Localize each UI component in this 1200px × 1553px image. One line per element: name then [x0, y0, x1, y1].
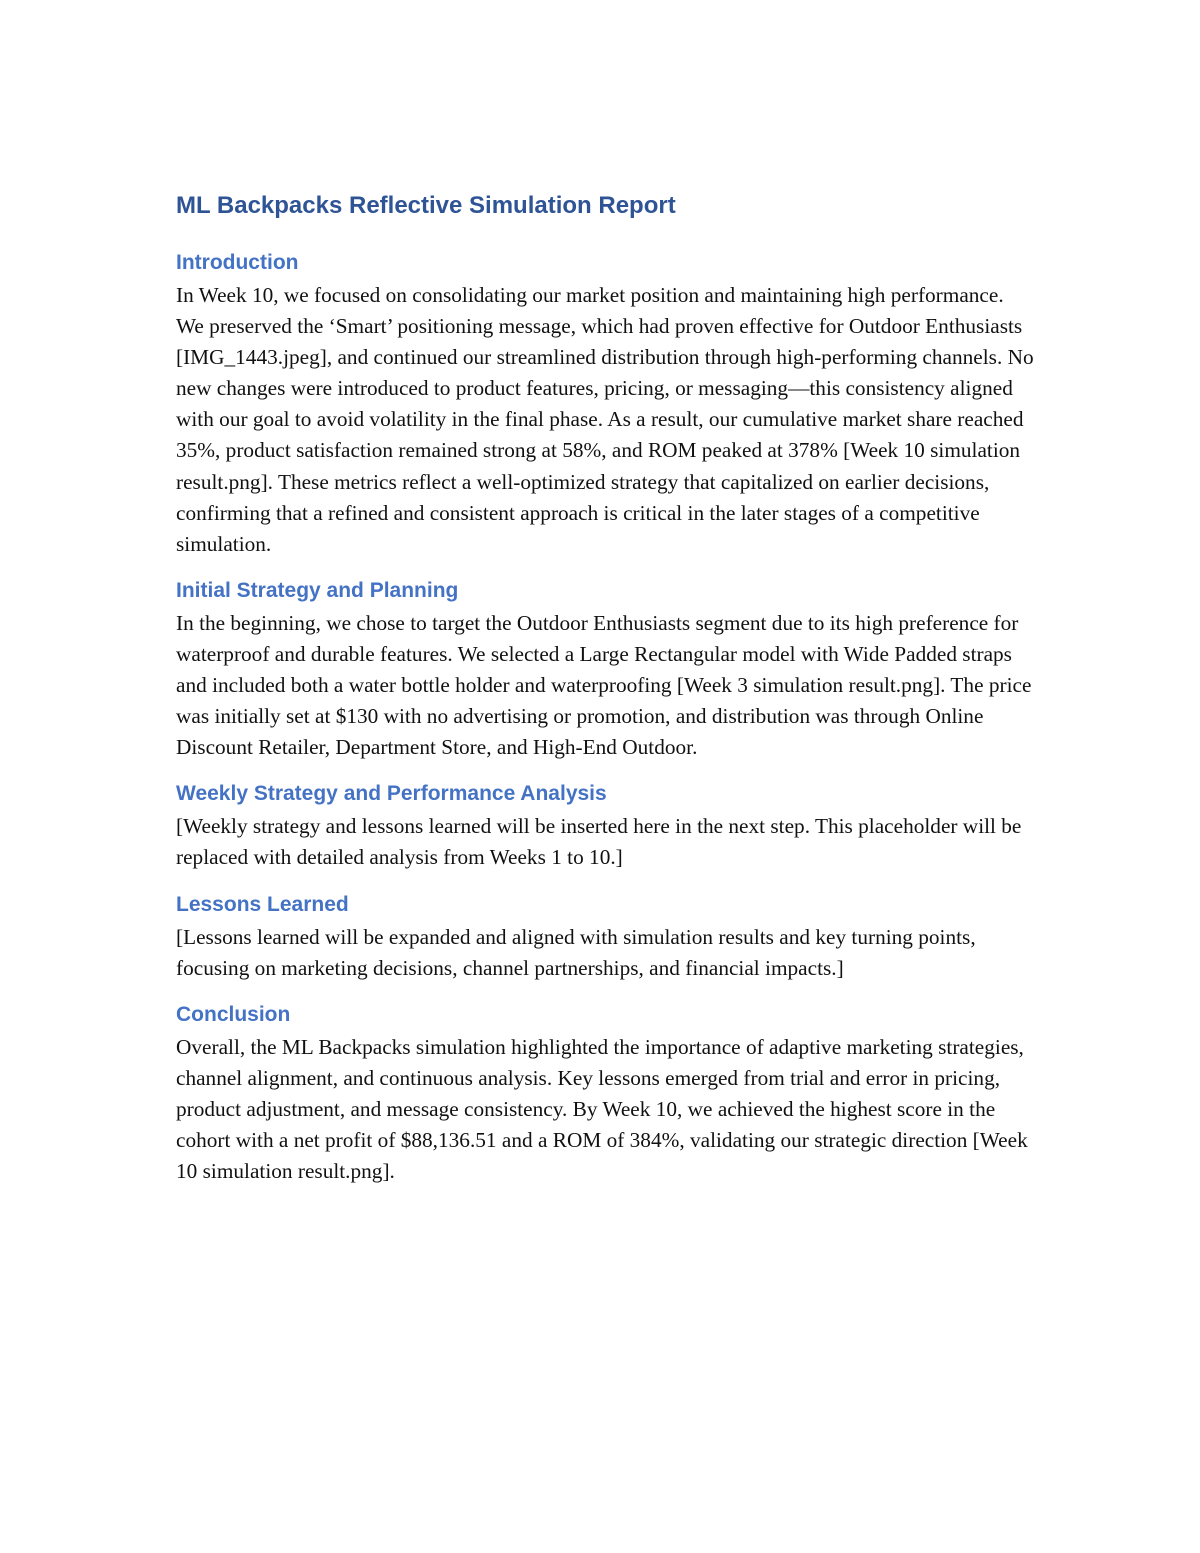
section-body-initial-strategy: In the beginning, we chose to target the Outdoor Enthusiasts segment due to its high preference for waterproof and durable features. We selected a Large Rectangular model with Wide Padded straps and included both a water bottle holder and waterproofing [Week 3 simulation result.png]. The price was initially set at $130 with no advertising or promotion, and distribution was through Online Discount Retailer, Department Store, and High-End Outdoor.: [176, 610, 1032, 760]
section-introduction: [176, 248, 1036, 560]
section-initial-strategy: [176, 576, 1036, 763]
section-conclusion: [176, 1000, 1036, 1187]
document-page: [176, 190, 1036, 1203]
section-heading-introduction: Introduction: [176, 251, 299, 274]
section-lessons-learned: [176, 890, 1036, 984]
document-title: ML Backpacks Reflective Simulation Report: [176, 192, 676, 219]
section-body-conclusion: Overall, the ML Backpacks simulation highlighted the importance of adaptive marketing strategies, channel alignment, and continuous analysis. Key lessons emerged from trial and error in pricing, product adjustment, and message consistency. By Week 10, we achieved the highest score in the cohort with a net profit of $88,136.51 and a ROM of 384%, validating our strategic direction [Week 10 simulation result.png].: [176, 1034, 1028, 1184]
section-body-weekly-strategy: [Weekly strategy and lessons learned will be inserted here in the next step. This placeholder will be replaced with detailed analysis from Weeks 1 to 10.]: [176, 814, 1022, 870]
section-weekly-strategy: [176, 779, 1036, 873]
section-heading-conclusion: Conclusion: [176, 1002, 291, 1026]
section-body-lessons-learned: [Lessons learned will be expanded and aligned with simulation results and key turning points, focusing on marketing decisions, channel partnerships, and financial impacts.]: [176, 924, 976, 980]
section-heading-lessons-learned: Lessons Learned: [176, 892, 349, 916]
section-heading-weekly-strategy: Weekly Strategy and Performance Analysis: [176, 782, 607, 806]
section-body-introduction: In Week 10, we focused on consolidating our market position and maintaining high performance. We preserved the ‘Smart’ positioning message, which had proven effective for Outdoor Enthusiasts [IMG_1443.jpeg], and continued our streamlined distribution through high-performing channels. No new changes were introduced to product features, pricing, or messaging—this consistency aligned with our goal to avoid volatility in the final phase. As a result, our cumulative market share reached 35%, product satisfaction remained strong at 58%, and ROM peaked at 378% [Week 10 simulation result.png]. These metrics reflect a well-optimized strategy that capitalized on earlier decisions, confirming that a refined and consistent approach is critical in the later stages of a competitive simulation.: [176, 283, 1034, 556]
section-heading-initial-strategy: Initial Strategy and Planning: [176, 578, 459, 602]
